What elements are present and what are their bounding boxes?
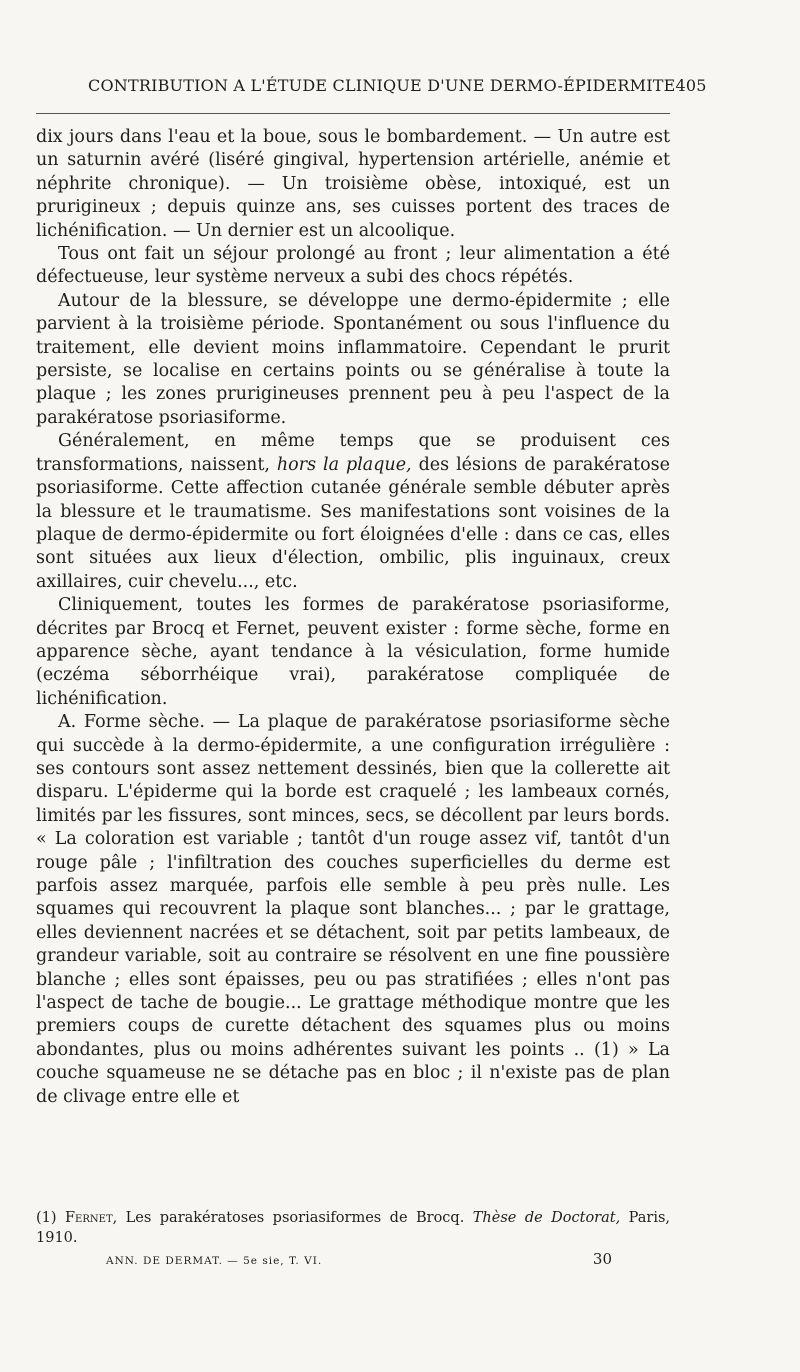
paragraph-text: Généralement, en même temps que se produisent ces transformations, naissent, <box>36 431 670 475</box>
footnote-author: Fernet, <box>65 1210 118 1226</box>
paragraph-text: des lésions de parakératose psoriasiforme. Cette affection cutanée générale semble débuter après la blessure et le traumatisme. Ses manifestations sont voisines de la plaque de dermo-épidermite ou fort éloignées d'elle : dans ce cas, elles sont situées aux lieux d'élection, ombilic, plis inguinaux, creux axillaires, cuir chevelu..., etc. <box>36 454 670 592</box>
paragraph <box>36 430 670 594</box>
sheet-number: 30 <box>592 1250 612 1268</box>
page-footer <box>106 1250 612 1268</box>
page-number: 405 <box>675 76 707 95</box>
paragraph: dix jours dans l'eau et la boue, sous le bombardement. — Un autre est un saturnin avéré (liséré gingival, hypertension artérielle, anémie et néphrite chronique). — Un troisième obèse, intoxiqué, est un prurigineux ; depuis quinze ans, ses cuisses portent des traces de lichénification. — Un dernier est un alcoolique. <box>36 127 670 241</box>
running-header <box>88 76 707 95</box>
paragraph: Autour de la blessure, se développe une dermo-épidermite ; elle parvient à la troisième période. Spontanément ou sous l'influence du traitement, elle devient moins inflammatoire. Cependant le prurit persiste, se localise en certains points ou se généralise à toute la plaque ; les zones prurigineuses prennent peu à peu l'aspect de la parakératose psoriasiforme. <box>36 290 670 428</box>
paragraph: A. Forme sèche. — La plaque de parakératose psoriasiforme sèche qui succède à la dermo-épidermite, a une configuration irrégulière : ses contours sont assez nettement dessinés, bien que la collerette ait disparu. L'épiderme qui la borde est craquelé ; les lambeaux cornés, limités par les fissures, sont minces, secs, se décollent par leurs bords. « La coloration est variable ; tantôt d'un rouge assez vif, tantôt d'un rouge pâle ; l'infiltration des couches superficielles du derme est parfois assez marquée, parfois elle semble à peu près nulle. Les squames qui recouvrent la plaque sont blanches... ; par le grattage, elles deviennent nacrées et se détachent, soit par petits lambeaux, de grandeur variable, soit au contraire se résolvent en une fine poussière blanche ; elles sont épaisses, peu ou pas stratifiées ; elles n'ont pas l'aspect de tache de bougie... Le grattage méthodique montre que les premiers coups de curette détachent des squames plus ou moins abondantes, plus ou moins adhérentes suivant les points .. (1) » La couche squameuse ne se détache pas en bloc ; il n'existe pas de plan de clivage entre elle et <box>36 712 670 1107</box>
header-rule <box>36 113 670 114</box>
running-title: CONTRIBUTION A L'ÉTUDE CLINIQUE D'UNE DERMO-ÉPIDERMITE <box>88 76 676 95</box>
body-text <box>36 126 670 1109</box>
paragraph: Tous ont fait un séjour prolongé au front ; leur alimentation a été défectueuse, leur système nerveux a subi des chocs répétés. <box>36 244 670 288</box>
footnote-title: Thèse de Doctorat, <box>472 1210 621 1226</box>
footnote <box>36 1208 670 1248</box>
footnote-text: Les parakératoses psoriasiformes de Brocq. <box>125 1210 465 1226</box>
footnote-text-end: Paris, 1910. <box>36 1210 671 1246</box>
italic-phrase: hors la plaque, <box>276 454 412 475</box>
journal-signature: ANN. DE DERMAT. — 5e sie, T. VI. <box>106 1255 323 1267</box>
paragraph: Cliniquement, toutes les formes de parakératose psoriasiforme, décrites par Brocq et Fernet, peuvent exister : forme sèche, forme en apparence sèche, ayant tendance à la vésiculation, forme humide (eczéma séborrhéique vrai), parakératose compliquée de lichénification. <box>36 595 670 709</box>
footnote-marker: (1) <box>36 1210 57 1226</box>
